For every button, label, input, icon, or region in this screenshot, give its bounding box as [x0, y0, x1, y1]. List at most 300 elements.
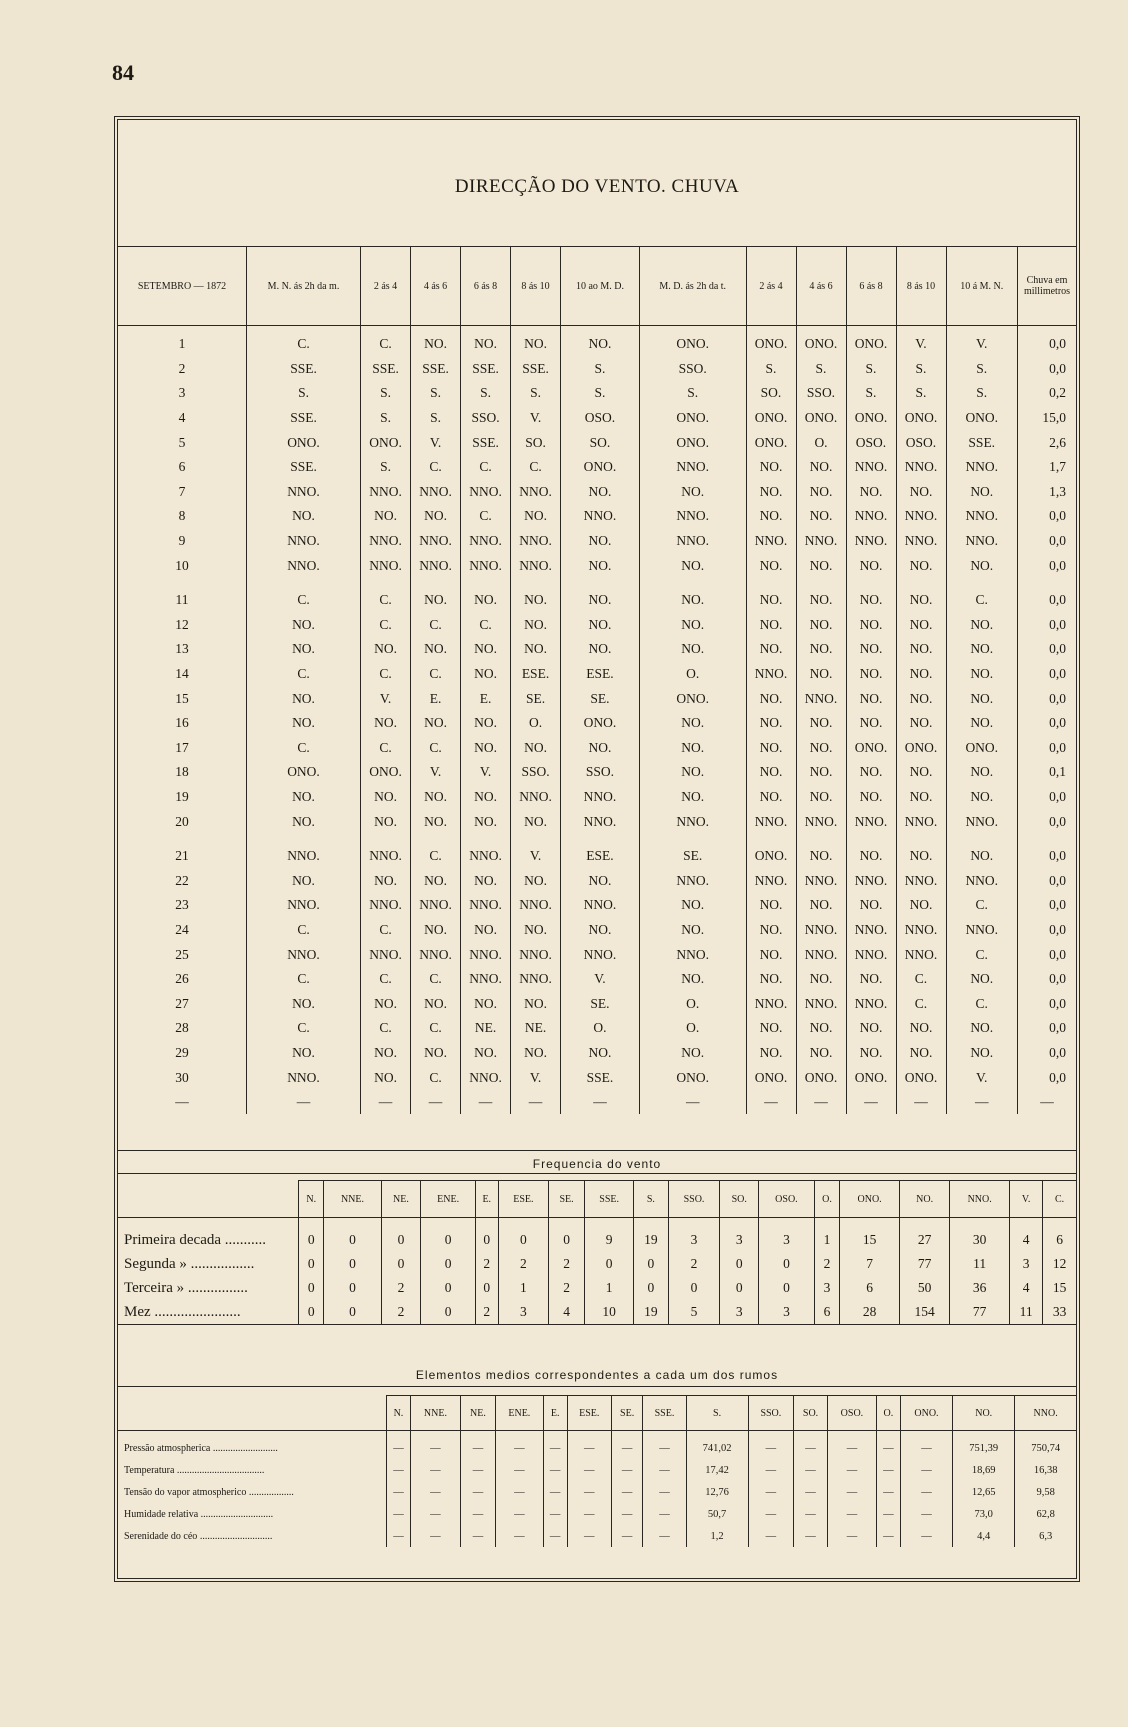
rain-cell: 0,0 — [1018, 326, 1077, 357]
value-cell: 750,74 — [1015, 1431, 1076, 1460]
wind-cell: ONO. — [561, 711, 640, 736]
leader-dots: .................. — [246, 1486, 294, 1498]
wind-cell: NO. — [247, 504, 361, 529]
value-cell: 2 — [381, 1276, 421, 1300]
value-cell: 0 — [475, 1276, 498, 1300]
frequency-section — [118, 1150, 1076, 1325]
wind-cell: NO. — [746, 760, 796, 785]
rain-cell: 1,3 — [1018, 480, 1077, 505]
column-header: ONO. — [900, 1396, 952, 1431]
dash-cell: — — [796, 1090, 846, 1114]
column-header: S. — [634, 1181, 668, 1218]
value-cell: 73,0 — [953, 1503, 1015, 1525]
row-label-text: Mez — [124, 1303, 151, 1320]
rain-cell: 0,0 — [1018, 893, 1077, 918]
value-cell: 11 — [950, 1252, 1010, 1276]
column-header: 4 ás 6 — [411, 247, 461, 326]
wind-cell: V. — [896, 326, 946, 357]
day-cell: 11 — [175, 592, 189, 608]
value-cell: 0 — [381, 1252, 421, 1276]
column-header: ONO. — [840, 1181, 900, 1218]
wind-cell: NO. — [561, 480, 640, 505]
value-cell: — — [460, 1431, 495, 1460]
wind-cell: NNO. — [846, 918, 896, 943]
wind-cell: NNO. — [511, 967, 561, 992]
wind-cell: NO. — [361, 637, 411, 662]
rain-cell: 0,0 — [1018, 1041, 1077, 1066]
value-cell: — — [611, 1431, 643, 1460]
column-header: V. — [1010, 1181, 1043, 1218]
value-cell: 1,2 — [686, 1525, 748, 1547]
value-cell: — — [543, 1481, 567, 1503]
wind-cell: NO. — [247, 991, 361, 1016]
wind-cell: NO. — [946, 760, 1018, 785]
wind-cell: NNO. — [896, 868, 946, 893]
value-cell: 0 — [668, 1276, 720, 1300]
wind-cell: NO. — [511, 578, 561, 613]
wind-cell: NO. — [639, 1041, 746, 1066]
column-header: SETEMBRO — 1872 — [118, 247, 247, 326]
wind-cell: C. — [361, 918, 411, 943]
value-cell: — — [460, 1481, 495, 1503]
wind-cell: NO. — [846, 686, 896, 711]
wind-cell: C. — [461, 455, 511, 480]
dash-cell: — — [247, 1090, 361, 1114]
wind-cell: ONO. — [746, 1065, 796, 1090]
day-cell: 20 — [175, 813, 189, 829]
wind-cell: SSE. — [461, 357, 511, 382]
value-cell: — — [460, 1503, 495, 1525]
row-label — [118, 1218, 299, 1253]
rain-cell: 1,7 — [1018, 455, 1077, 480]
column-header: N. — [387, 1396, 411, 1431]
value-cell: 0 — [549, 1218, 585, 1253]
value-cell: — — [827, 1503, 876, 1525]
day-cell: 22 — [175, 872, 189, 888]
wind-cell: O. — [639, 662, 746, 687]
value-cell: 12,65 — [953, 1481, 1015, 1503]
wind-cell: NO. — [746, 942, 796, 967]
wind-cell: C. — [411, 1016, 461, 1041]
wind-cell: NNO. — [461, 480, 511, 505]
wind-cell: NO. — [846, 637, 896, 662]
wind-cell: NO. — [846, 613, 896, 638]
wind-cell: NO. — [247, 613, 361, 638]
value-cell: 0 — [634, 1252, 668, 1276]
wind-cell: NNO. — [461, 834, 511, 869]
day-cell: 15 — [175, 690, 189, 706]
wind-cell: S. — [411, 406, 461, 431]
value-cell: 0 — [498, 1218, 548, 1253]
wind-cell: C. — [361, 578, 411, 613]
value-cell: 4 — [1010, 1218, 1043, 1253]
value-cell: — — [543, 1459, 567, 1481]
dash-cell: — — [639, 1090, 746, 1114]
wind-cell: NNO. — [561, 785, 640, 810]
wind-cell: C. — [896, 991, 946, 1016]
wind-cell: NO. — [361, 1065, 411, 1090]
wind-cell: NO. — [946, 1041, 1018, 1066]
wind-cell: V. — [511, 406, 561, 431]
wind-cell: NNO. — [561, 942, 640, 967]
wind-cell: SSE. — [561, 1065, 640, 1090]
value-cell: — — [748, 1503, 793, 1525]
wind-cell: NO. — [946, 711, 1018, 736]
wind-cell: NO. — [561, 553, 640, 578]
wind-cell: C. — [247, 662, 361, 687]
wind-cell: S. — [946, 357, 1018, 382]
value-cell: 0 — [299, 1252, 324, 1276]
day-cell: 4 — [178, 410, 186, 426]
column-header: ESE. — [567, 1396, 611, 1431]
wind-cell: SSE. — [247, 357, 361, 382]
value-cell: — — [876, 1525, 900, 1547]
value-cell: — — [611, 1459, 643, 1481]
wind-cell: ONO. — [746, 430, 796, 455]
table-row — [118, 529, 1076, 554]
wind-cell: SO. — [511, 430, 561, 455]
value-cell: 11 — [1010, 1300, 1043, 1325]
wind-cell: NO. — [411, 918, 461, 943]
wind-cell: SE. — [639, 834, 746, 869]
column-header: NO. — [899, 1181, 949, 1218]
table-row — [118, 1041, 1076, 1066]
wind-cell: NO. — [896, 1041, 946, 1066]
rain-cell: 0,0 — [1018, 711, 1077, 736]
wind-cell: ONO. — [361, 760, 411, 785]
value-cell: 0 — [421, 1218, 475, 1253]
wind-cell: NO. — [361, 1041, 411, 1066]
dash-cell: — — [946, 1090, 1018, 1114]
table-row — [118, 1276, 1076, 1300]
wind-cell: NO. — [511, 868, 561, 893]
wind-cell: NNO. — [247, 834, 361, 869]
table-row — [118, 1503, 1076, 1525]
value-cell: — — [495, 1503, 543, 1525]
wind-cell: C. — [411, 613, 461, 638]
value-cell: — — [643, 1459, 686, 1481]
frequency-table — [118, 1180, 1076, 1325]
table-row — [118, 736, 1076, 761]
value-cell: — — [900, 1481, 952, 1503]
day-cell: 23 — [175, 897, 189, 913]
wind-cell: ONO. — [746, 834, 796, 869]
table-row — [118, 553, 1076, 578]
wind-cell: NNO. — [846, 529, 896, 554]
wind-cell: SSE. — [247, 455, 361, 480]
column-header: 6 ás 8 — [461, 247, 511, 326]
wind-cell: ONO. — [946, 736, 1018, 761]
wind-cell: NO. — [896, 578, 946, 613]
value-cell: — — [460, 1459, 495, 1481]
wind-cell: ONO. — [846, 1065, 896, 1090]
value-cell: 0 — [720, 1252, 759, 1276]
day-cell: 2 — [178, 360, 186, 376]
rain-cell: 0,0 — [1018, 553, 1077, 578]
wind-cell: NO. — [511, 1041, 561, 1066]
value-cell: — — [387, 1431, 411, 1460]
wind-cell: ONO. — [896, 406, 946, 431]
wind-cell: NO. — [796, 736, 846, 761]
wind-cell: NNO. — [796, 529, 846, 554]
value-cell: 3 — [720, 1300, 759, 1325]
wind-cell: NNO. — [846, 455, 896, 480]
dash-cell: — — [846, 1090, 896, 1114]
wind-cell: NNO. — [511, 529, 561, 554]
wind-cell: NO. — [247, 637, 361, 662]
wind-table-header-row — [118, 247, 1076, 326]
wind-cell: SSE. — [461, 430, 511, 455]
wind-cell: NO. — [796, 834, 846, 869]
wind-cell: C. — [946, 893, 1018, 918]
wind-cell: OSO. — [846, 430, 896, 455]
value-cell: 19 — [634, 1300, 668, 1325]
day-cell: 16 — [175, 715, 189, 731]
wind-cell: S. — [361, 455, 411, 480]
value-cell: 7 — [840, 1252, 900, 1276]
value-cell: — — [643, 1431, 686, 1460]
wind-cell: NO. — [896, 711, 946, 736]
wind-cell: O. — [639, 1016, 746, 1041]
wind-cell: NO. — [461, 809, 511, 834]
column-header: NNE. — [324, 1181, 381, 1218]
wind-cell: NNO. — [946, 455, 1018, 480]
wind-cell: V. — [411, 430, 461, 455]
value-cell: — — [567, 1481, 611, 1503]
wind-cell: NO. — [746, 711, 796, 736]
wind-cell: C. — [411, 967, 461, 992]
value-cell: 6 — [1043, 1218, 1076, 1253]
wind-cell: NNO. — [946, 868, 1018, 893]
wind-cell: NO. — [639, 893, 746, 918]
wind-cell: NO. — [796, 711, 846, 736]
row-label — [118, 1503, 387, 1525]
table-row — [118, 942, 1076, 967]
dash-cell: — — [561, 1090, 640, 1114]
table-row — [118, 637, 1076, 662]
wind-cell: ESE. — [561, 834, 640, 869]
table-row — [118, 357, 1076, 382]
wind-cell: NNO. — [461, 942, 511, 967]
wind-cell: O. — [796, 430, 846, 455]
wind-cell: NO. — [746, 686, 796, 711]
wind-cell: NNO. — [511, 553, 561, 578]
wind-cell: NO. — [846, 967, 896, 992]
value-cell: — — [410, 1459, 460, 1481]
dash-cell: — — [411, 1090, 461, 1114]
wind-cell: NE. — [511, 1016, 561, 1041]
value-cell: 28 — [840, 1300, 900, 1325]
wind-cell: NO. — [561, 736, 640, 761]
wind-cell: NO. — [746, 1016, 796, 1041]
wind-cell: NO. — [796, 613, 846, 638]
wind-cell: NO. — [796, 578, 846, 613]
rain-cell: 0,0 — [1018, 942, 1077, 967]
wind-cell: NO. — [461, 868, 511, 893]
wind-cell: S. — [746, 357, 796, 382]
value-cell: 9 — [585, 1218, 634, 1253]
day-cell: 29 — [175, 1044, 189, 1060]
wind-cell: NO. — [361, 504, 411, 529]
wind-cell: NO. — [746, 1041, 796, 1066]
value-cell: — — [410, 1503, 460, 1525]
wind-cell: NO. — [896, 760, 946, 785]
dash-cell: — — [175, 1093, 189, 1109]
wind-cell: NO. — [247, 809, 361, 834]
wind-cell: NO. — [411, 1041, 461, 1066]
value-cell: — — [611, 1503, 643, 1525]
value-cell: 3 — [668, 1218, 720, 1253]
wind-cell: NO. — [561, 613, 640, 638]
wind-cell: NNO. — [361, 834, 411, 869]
value-cell: 3 — [498, 1300, 548, 1325]
wind-cell: ONO. — [639, 406, 746, 431]
value-cell: 154 — [899, 1300, 949, 1325]
column-header: O. — [876, 1396, 900, 1431]
wind-cell: NO. — [247, 868, 361, 893]
wind-cell: NO. — [746, 455, 796, 480]
table-row — [118, 868, 1076, 893]
value-cell: 10 — [585, 1300, 634, 1325]
wind-cell: NO. — [561, 1041, 640, 1066]
column-header: O. — [814, 1181, 839, 1218]
wind-cell: C. — [411, 736, 461, 761]
wind-cell: NO. — [796, 637, 846, 662]
value-cell: 2 — [475, 1300, 498, 1325]
table-row — [118, 326, 1076, 357]
table-row — [118, 1431, 1076, 1460]
wind-cell: NNO. — [846, 868, 896, 893]
wind-cell: NO. — [511, 326, 561, 357]
wind-cell: NNO. — [796, 991, 846, 1016]
wind-cell: NO. — [361, 809, 411, 834]
wind-cell: NO. — [411, 504, 461, 529]
wind-cell: NO. — [461, 326, 511, 357]
column-header: SO. — [794, 1396, 828, 1431]
column-header: NE. — [381, 1181, 421, 1218]
value-cell: — — [827, 1431, 876, 1460]
wind-cell: NO. — [796, 480, 846, 505]
column-header: C. — [1043, 1181, 1076, 1218]
wind-cell: O. — [561, 1016, 640, 1041]
wind-cell: ONO. — [796, 406, 846, 431]
value-cell: 2 — [498, 1252, 548, 1276]
wind-cell: NO. — [846, 785, 896, 810]
wind-cell: NNO. — [796, 918, 846, 943]
wind-cell: C. — [361, 967, 411, 992]
wind-cell: NO. — [846, 893, 896, 918]
wind-cell: NNO. — [846, 809, 896, 834]
table-row — [118, 1016, 1076, 1041]
wind-cell: NNO. — [639, 809, 746, 834]
wind-cell: E. — [461, 686, 511, 711]
wind-cell: NO. — [896, 785, 946, 810]
wind-cell: ONO. — [846, 326, 896, 357]
wind-cell: NNO. — [639, 868, 746, 893]
value-cell: — — [495, 1525, 543, 1547]
wind-cell: NO. — [561, 529, 640, 554]
wind-cell: NO. — [511, 736, 561, 761]
column-header: Chuva em millimetros — [1018, 247, 1077, 326]
wind-cell: NO. — [896, 662, 946, 687]
wind-cell: NNO. — [247, 1065, 361, 1090]
wind-cell: NO. — [896, 553, 946, 578]
value-cell: 30 — [950, 1218, 1010, 1253]
wind-cell: OSO. — [896, 430, 946, 455]
wind-cell: NNO. — [746, 809, 796, 834]
column-header: E. — [475, 1181, 498, 1218]
wind-cell: S. — [561, 381, 640, 406]
table-row — [118, 455, 1076, 480]
wind-cell: NO. — [946, 785, 1018, 810]
wind-cell: NO. — [896, 480, 946, 505]
day-cell: 28 — [175, 1020, 189, 1036]
rain-cell: 0,0 — [1018, 967, 1077, 992]
wind-cell: NNO. — [247, 529, 361, 554]
wind-cell: NO. — [796, 553, 846, 578]
column-header: ENE. — [421, 1181, 475, 1218]
wind-cell: SE. — [561, 991, 640, 1016]
value-cell: — — [567, 1459, 611, 1481]
value-cell: — — [410, 1431, 460, 1460]
leader-dots: .......................... — [210, 1442, 278, 1454]
wind-cell: NO. — [746, 918, 796, 943]
wind-cell: NNO. — [896, 504, 946, 529]
day-cell: 6 — [178, 459, 186, 475]
day-cell: 5 — [178, 434, 186, 450]
value-cell: 27 — [899, 1218, 949, 1253]
wind-cell: NNO. — [461, 893, 511, 918]
wind-cell: NO. — [511, 504, 561, 529]
wind-cell: NO. — [639, 480, 746, 505]
wind-cell: NO. — [639, 760, 746, 785]
wind-cell: NNO. — [796, 686, 846, 711]
wind-cell: S. — [361, 406, 411, 431]
wind-cell: SSE. — [411, 357, 461, 382]
wind-cell: NO. — [411, 578, 461, 613]
row-label-text: Primeira decada — [124, 1231, 222, 1248]
column-header: SE. — [611, 1396, 643, 1431]
elements-caption: Elementos medios correspondentes a cada um dos rumos — [118, 1362, 1076, 1387]
wind-cell: NNO. — [411, 553, 461, 578]
wind-cell: NNO. — [361, 480, 411, 505]
leader-dots: ................ — [184, 1279, 248, 1296]
wind-cell: NO. — [411, 991, 461, 1016]
wind-cell: NO. — [511, 809, 561, 834]
wind-cell: NO. — [846, 760, 896, 785]
rain-cell: 0,0 — [1018, 686, 1077, 711]
wind-cell: NNO. — [247, 553, 361, 578]
wind-cell: NNO. — [896, 809, 946, 834]
value-cell: — — [643, 1525, 686, 1547]
wind-cell: NO. — [946, 553, 1018, 578]
value-cell: 5 — [668, 1300, 720, 1325]
rain-cell: 0,0 — [1018, 918, 1077, 943]
wind-cell: ONO. — [746, 406, 796, 431]
wind-cell: NO. — [411, 711, 461, 736]
value-cell: — — [876, 1459, 900, 1481]
wind-cell: NNO. — [746, 868, 796, 893]
column-header: E. — [543, 1396, 567, 1431]
wind-cell: NNO. — [946, 529, 1018, 554]
wind-cell: C. — [361, 1016, 411, 1041]
wind-cell: NO. — [846, 1016, 896, 1041]
table-row — [118, 893, 1076, 918]
rain-cell: 0,0 — [1018, 834, 1077, 869]
wind-cell: NNO. — [461, 529, 511, 554]
wind-cell: SSE. — [511, 357, 561, 382]
day-cell: 18 — [175, 764, 189, 780]
